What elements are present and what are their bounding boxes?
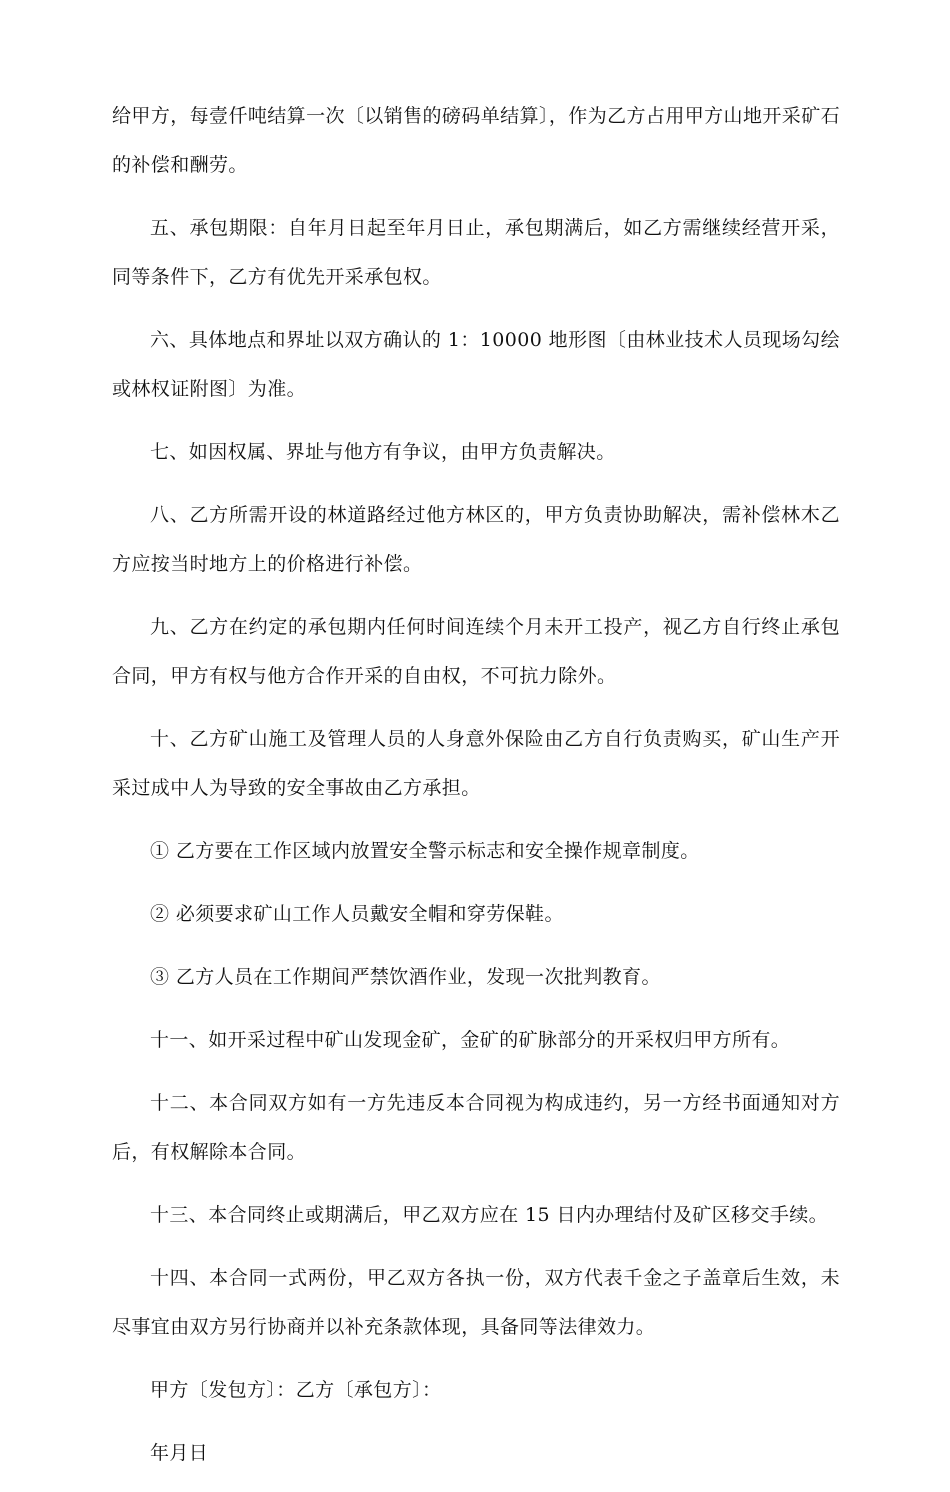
- document-body: [112, 92, 840, 1492]
- clause-9-termination: 九、乙方在约定的承包期内任何时间连续个月未开工投产，视乙方自行终止承包合同，甲方有权与他方合作开采的自由权，不可抗力除外。: [112, 616, 840, 687]
- signature-parties: 甲方〔发包方〕：乙方〔承包方〕：: [150, 1379, 442, 1401]
- clause-12-breach: 十二、本合同双方如有一方先违反本合同视为构成违约，另一方经书面通知对方后，有权解除本合同。: [112, 1092, 840, 1163]
- clause-14-copies-effect: 十四、本合同一式两份，甲乙双方各执一份，双方代表千金之子盖章后生效，未尽事宜由双方另行协商并以补充条款体现，具备同等法律效力。: [112, 1267, 840, 1338]
- paragraph-settlement-continued: 给甲方，每壹仟吨结算一次〔以销售的磅码单结算〕，作为乙方占用甲方山地开采矿石的补偿和酬劳。: [112, 105, 840, 176]
- clause-7-ownership-dispute: 七、如因权属、界址与他方有争议，由甲方负责解决。: [150, 441, 616, 463]
- clause-5-contract-term: 五、承包期限：自年月日起至年月日止，承包期满后，如乙方需继续经营开采，同等条件下，乙方有优先开采承包权。: [112, 217, 840, 288]
- safety-item-2: ② 必须要求矿山工作人员戴安全帽和穿劳保鞋。: [150, 903, 564, 925]
- signature-date: 年月日: [150, 1442, 209, 1464]
- clause-10-safety-insurance: 十、乙方矿山施工及管理人员的人身意外保险由乙方自行负责购买，矿山生产开采过成中人为导致的安全事故由乙方承担。: [112, 728, 840, 799]
- clause-11-gold-mine: 十一、如开采过程中矿山发现金矿，金矿的矿脉部分的开采权归甲方所有。: [150, 1029, 791, 1051]
- safety-item-1: ① 乙方要在工作区域内放置安全警示标志和安全操作规章制度。: [150, 840, 700, 862]
- safety-item-3: ③ 乙方人员在工作期间严禁饮酒作业，发现一次批判教育。: [150, 966, 661, 988]
- clause-8-forest-road: 八、乙方所需开设的林道路经过他方林区的，甲方负责协助解决，需补偿林木乙方应按当时地方上的价格进行补偿。: [112, 504, 840, 575]
- clause-6-location-boundary: 六、具体地点和界址以双方确认的 1：10000 地形图〔由林业技术人员现场勾绘或林权证附图〕为准。: [112, 329, 840, 400]
- clause-13-handover: 十三、本合同终止或期满后，甲乙双方应在 15 日内办理结付及矿区移交手续。: [150, 1204, 829, 1226]
